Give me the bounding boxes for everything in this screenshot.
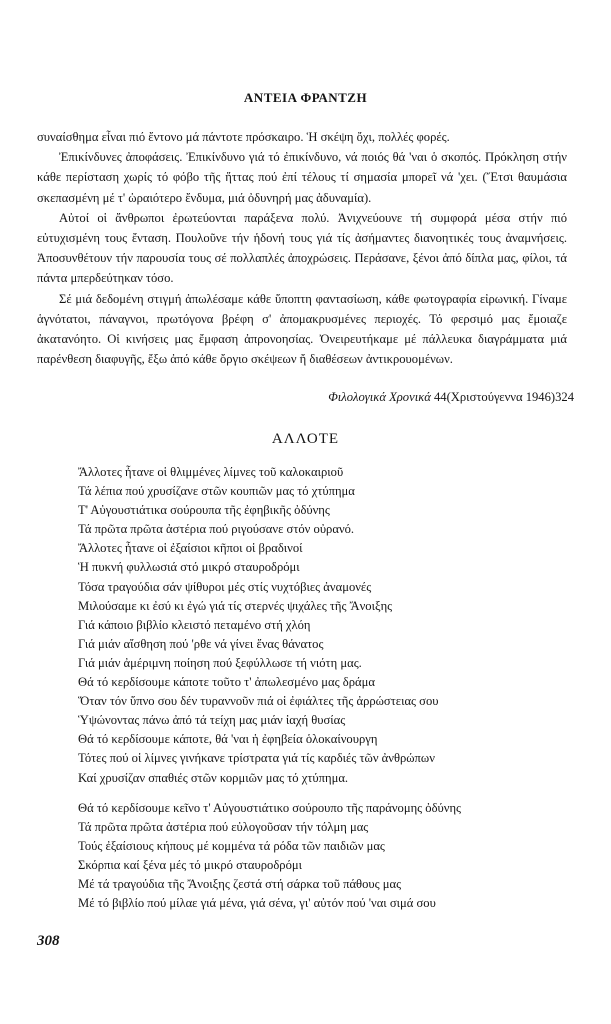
citation-journal: Φιλολογικά Χρονικά [328,390,431,404]
poem-line: Τά πρῶτα πρῶτα ἀστέρια πού εὐλογοῦσαν τήν τόλμη μας [78,820,369,835]
poem-line: Μέ τό βιβλίο πού μίλαε γιά μένα, γιά σένα, γι' αὐτόν πού 'ναι σιμά σου [78,896,436,911]
poem-line: Σκόρπια καί ξένα μές τό μικρό σταυροδρόμι [78,858,303,873]
page-number: 308 [37,933,60,949]
poem-stanza-2 [78,799,578,914]
prose-paragraph: Σέ μιά δεδομένη στιγμή ἀπωλέσαμε κάθε ὕποπτη φαντασίωση, κάθε φωτογραφία εἰρωνική. Γίναμε ἁγνότατοι, πάναγνοι, πρωτόγονα βρέφη σ' ἀπομακρυσμένες περιοχές. Τό φερσιμό μας ἔμοιαζε ἀκατανόητο. Οἱ κινήσεις μας ἔμφαση ἀπρονοησίας. Ὀνειρευτήκαμε μέ πάλλευκα διαγράμματα μιά παρένθεση διαφυγῆς, ἔξω ἀπό κάθε ὄργιο σκέψεων ἤ διαθέσεων ἀντικρουομένων. [37,291,567,367]
poem-line: Γιά μιάν ἀμέριμνη ποίηση πού ξεφύλλωσε τή νιότη μας. [78,655,362,670]
source-citation [0,390,574,405]
poem-line: Ἡ πυκνή φυλλωσιά στό μικρό σταυροδρόμι [78,560,300,575]
poem-line: Τόσα τραγούδια σάν ψίθυροι μές στίς νυχτόβιες ἀναμονές [78,579,372,594]
running-head: ΑΝΤΕΙΑ ΦΡΑΝΤΖΗ [243,90,368,105]
poem-line: Ἄλλοτες ἦτανε οἱ θλιμμένες λίμνες τοῦ καλοκαιριοῦ [78,465,344,479]
poem-line: Τά πρῶτα πρῶτα ἀστέρια πού ριγούσανε στόν οὐρανό. [78,522,355,537]
poem-line: Τότες πού οἱ λίμνες γινήκανε τρίστρατα γιά τίς καρδιές τῶν ἀνθρώπων [78,751,435,766]
prose-block [37,127,567,369]
poem-line: Γιά μιάν αἴσθηση πού 'ρθε νά γίνει ἕνας θάνατος [78,636,324,651]
poem-line: Θά τό κερδίσουμε κάποτε τοῦτο τ' ἀπωλεσμένο μας δράμα [78,675,375,690]
poem-line: Θά τό κερδίσουμε κεῖνο τ' Αὐγουστιάτικο σούρουπο τῆς παράνομης ὀδύνης [78,801,462,815]
prose-paragraph: συναίσθημα εἶναι πιό ἔντονο μά πάντοτε πρόσκαιρο. Ἡ σκέψη ὄχι, πολλές φορές. [37,130,450,144]
prose-paragraph: Αὐτοί οἱ ἄνθρωποι ἐρωτεύονται παράξενα πολύ. Ἀνιχνεύουνε τή συμφορά μέσα στήν πιό εὐτυχισμένη τους ἔνταση. Πουλοῦνε τήν ἡδονή τους γιά τίς ἀσήμαντες διανοητικές τους ἀναμνήσεις. Ἀποσυνθέτουν τήν παρουσία τους σέ πολλαπλές ἀποχρώσεις. Περάσανε, ξένοι ἀπό δίπλα μας, φίλοι, τά πάντα μπερδεύτηκαν τόσο. [37,210,567,286]
poem-stanza-1 [78,463,578,788]
poem-line: Μέ τά τραγούδια τῆς Ἄνοιξης ζεστά στή σάρκα τοῦ πάθους μας [78,877,402,892]
prose-paragraph: Ἐπικίνδυνες ἀποφάσεις. Ἐπικίνδυνο γιά τό ἐπικίνδυνο, νά ποιός θά 'ναι ὁ σκοπός. Πρόκληση στήν κάθε περίσταση χωρίς τό φόβο τῆς ἥττας πού ἐπί τέλους τί σημασία μπορεῖ νά 'χει. (Ἔτσι θαυμάσια σκεπασμένη μέ τ' ὡραιότερο ἔνδυμα, μιά ὀδυνηρή μας ἀδυναμία). [37,150,567,205]
poem-line: Ἄλλοτες ἦτανε οἱ ἐξαίσιοι κῆποι οἱ βραδινοί [78,541,303,556]
poem-line: Ὑψώνοντας πάνω ἀπό τά τείχη μας μιάν ἰαχή θυσίας [78,713,346,728]
poem-line: Τ' Αὐγουστιάτικα σούρουπα τῆς ἐφηβικῆς ὀδύνης [78,503,330,518]
poem-line: Τούς ἐξαίσιους κήπους μέ κομμένα τά ρόδα τῶν παιδιῶν μας [78,839,385,854]
poem-line: Μιλούσαμε κι ἐσύ κι ἐγώ γιά τίς στερνές ψιχάλες τῆς Ἄνοιξης [78,598,393,613]
poem-line: Τά λέπια πού χρυσίζανε στῶν κουπιῶν μας τό χτύπημα [78,484,355,499]
poem-line: Ὅταν τόν ὕπνο σου δέν τυραννοῦν πιά οἱ ἐφιάλτες τῆς ἀρρώστειας σου [78,694,439,709]
poem-line: Γιά κάποιο βιβλίο κλειστό πεταμένο στή χλόη [78,617,311,632]
citation-details: 44(Χριστούγεννα 1946)324 [430,390,574,404]
poem-title: ΑΛΛΟΤΕ [271,431,340,447]
poem-line: Θά τό κερδίσουμε κάποτε, θά 'ναι ἡ ἐφηβεία ὁλοκαίνουργη [78,732,378,747]
poem-line: Καί χρυσίζαν σπαθιές στῶν κορμιῶν μας τό χτύπημα. [78,770,349,785]
